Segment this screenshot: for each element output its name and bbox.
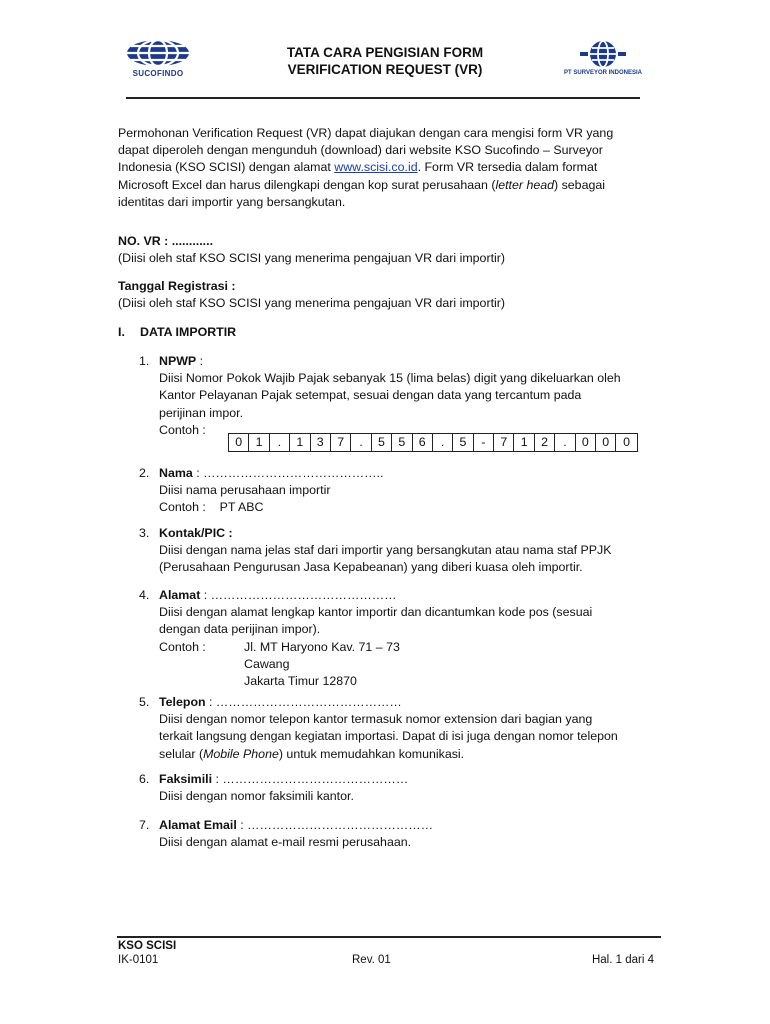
alamat-label: Alamat: [159, 588, 201, 602]
page-title: [250, 44, 520, 78]
section-heading: [118, 324, 236, 341]
nama-contoh: Contoh : PT ABC: [159, 500, 264, 515]
npwp-digit-cell: 3: [311, 434, 331, 451]
npwp-digit-cell: 1: [290, 434, 310, 451]
section-roman: I.: [118, 325, 125, 339]
item-number: 3.: [139, 526, 150, 540]
footer-code: IK-0101: [118, 954, 159, 966]
nama-desc: Diisi nama perusahaan importir: [159, 483, 331, 498]
item-number: 2.: [139, 466, 150, 480]
npwp-digit-cell: .: [433, 434, 453, 451]
intro-line-4-text: Microsoft Excel dan harus dilengkapi dengan kop surat perusahaan (: [118, 177, 496, 192]
npwp-digit-cell: 2: [535, 434, 555, 451]
alamat-example-line-2: Cawang: [244, 656, 290, 671]
telepon-desc-1: Diisi dengan nomor telepon kantor termasuk nomor extension dari bagian yang: [159, 712, 593, 727]
item-kontak: [139, 525, 652, 577]
npwp-label: NPWP: [159, 354, 197, 368]
item-email: [139, 817, 652, 851]
nama-suffix: : ……………………………………..: [192, 466, 384, 480]
letter-head-emphasis: letter head: [495, 177, 555, 192]
kontak-desc-2: (Perusahaan Pengurusan Jasa Kepabeanan) yang diberi kuasa oleh importir.: [159, 560, 583, 575]
globe-logo-icon: [122, 38, 194, 68]
item-faksimili: [139, 771, 652, 805]
email-desc: Diisi dengan alamat e-mail resmi perusahaan.: [159, 835, 412, 850]
telepon-desc-2: terkait langsung dengan kegiatan importasi. Dapat di isi juga dengan nomor telepon: [159, 729, 618, 744]
alamat-example-line-3: Jakarta Timur 12870: [244, 674, 357, 689]
alamat-example-line-1: Jl. MT Haryono Kav. 71 – 73: [244, 639, 400, 654]
tanggal-label: Tanggal Registrasi :: [118, 279, 236, 293]
intro-line-4: [118, 177, 652, 194]
footer-org: KSO SCISI: [118, 940, 177, 952]
npwp-digit-cell: 1: [249, 434, 269, 451]
tanggal-desc: (Diisi oleh staf KSO SCISI yang menerima pengajuan VR dari importir): [118, 296, 506, 311]
nama-label: Nama: [159, 466, 193, 480]
scisi-website-link[interactable]: www.scisi.co.id: [334, 160, 418, 175]
mobile-phone-emphasis: Mobile Phone: [203, 746, 279, 761]
tanggal-block: [118, 278, 652, 312]
intro-line-5: identitas dari importir yang bersangkutan.: [118, 194, 346, 209]
npwp-digit-cell: -: [474, 434, 494, 451]
npwp-suffix: :: [196, 354, 204, 368]
npwp-contoh: Contoh :: [159, 422, 206, 437]
alamat-contoh: Contoh :: [159, 639, 206, 654]
npwp-digit-cell: 5: [453, 434, 473, 451]
item-number: 4.: [139, 588, 150, 602]
footer-divider: [117, 936, 661, 938]
npwp-digit-cell: 0: [229, 434, 249, 451]
footer-revision: Rev. 01: [352, 954, 391, 966]
footer-page-number: Hal. 1 dari 4: [591, 954, 654, 966]
email-suffix: : ………………………………………: [236, 818, 434, 832]
alamat-desc-2: dengan data perijinan impor).: [159, 622, 321, 637]
npwp-digit-cell: 7: [494, 434, 514, 451]
alamat-suffix: : ………………………………………: [200, 588, 397, 602]
item-alamat: [139, 587, 652, 690]
npwp-digit-boxes: [228, 433, 638, 452]
sucofindo-logo-text: SUCOFINDO: [132, 69, 184, 78]
surveyor-indonesia-logo: [560, 40, 646, 80]
npwp-digit-cell: 6: [413, 434, 433, 451]
intro-paragraph: [118, 125, 652, 211]
telepon-desc-3-tail: ) untuk memudahkan komunikasi.: [278, 746, 465, 761]
faksimili-desc: Diisi dengan nomor faksimili kantor.: [159, 789, 354, 804]
item-number: 6.: [139, 772, 150, 786]
npwp-digit-cell: 5: [372, 434, 392, 451]
item-telepon: [139, 694, 652, 763]
item-nama: [139, 465, 652, 517]
npwp-digit-cell: 0: [576, 434, 596, 451]
npwp-digit-cell: 7: [331, 434, 351, 451]
npwp-desc-2: Kantor Pelayanan Pajak setempat, sesuai dengan data yang tercantum pada: [159, 388, 582, 403]
npwp-digit-cell: 0: [596, 434, 616, 451]
item-npwp: [139, 353, 652, 439]
telepon-suffix: : ………………………………………: [205, 695, 402, 709]
no-vr-label: NO. VR : ............: [118, 234, 214, 248]
kontak-desc-1: Diisi dengan nama jelas staf dari importir yang bersangkutan atau nama staf PPJK: [159, 543, 612, 558]
sucofindo-logo: [122, 38, 194, 80]
header-divider: [126, 97, 640, 99]
intro-line-3-text: Indonesia (KSO SCISI) dengan alamat: [118, 160, 335, 175]
section-title: DATA IMPORTIR: [140, 325, 237, 339]
title-line-1: TATA CARA PENGISIAN FORM: [286, 45, 484, 60]
faksimili-label: Faksimili: [159, 772, 213, 786]
npwp-digit-cell: 5: [392, 434, 412, 451]
npwp-desc-1: Diisi Nomor Pokok Wajib Pajak sebanyak 15 (lima belas) digit yang dikeluarkan oleh: [159, 371, 621, 386]
item-number: 1.: [139, 354, 150, 368]
alamat-desc-1: Diisi dengan alamat lengkap kantor importir dan dicantumkan kode pos (sesuai: [159, 605, 593, 620]
npwp-digit-cell: 1: [514, 434, 534, 451]
faksimili-suffix: : ………………………………………: [212, 772, 409, 786]
intro-line-2: dapat diperoleh dengan mengunduh (download) dari website KSO Sucofindo – Surveyor: [118, 143, 603, 158]
si-globe-logo-icon: [560, 40, 646, 68]
kontak-label: Kontak/PIC :: [159, 526, 233, 540]
npwp-digit-cell: .: [270, 434, 290, 451]
intro-line-1: Permohonan Verification Request (VR) dapat diajukan dengan cara mengisi form VR yang: [118, 126, 614, 140]
npwp-desc-3: perijinan impor.: [159, 405, 244, 420]
npwp-digit-cell: .: [555, 434, 575, 451]
telepon-label: Telepon: [159, 695, 206, 709]
email-label: Alamat Email: [159, 818, 237, 832]
telepon-desc-3: [159, 746, 652, 763]
item-number: 7.: [139, 818, 150, 832]
title-line-2: VERIFICATION REQUEST (VR): [287, 62, 483, 77]
telepon-desc-3-text: selular (: [159, 746, 204, 761]
no-vr-block: [118, 233, 652, 267]
npwp-digit-cell: 0: [623, 435, 631, 449]
npwp-digit-cell: .: [351, 434, 371, 451]
item-number: 5.: [139, 695, 150, 709]
intro-line-4-tail: ) sebagai: [554, 177, 606, 192]
intro-line-3: [118, 159, 652, 176]
intro-line-3-tail: . Form VR tersedia dalam format: [417, 160, 598, 175]
no-vr-desc: (Diisi oleh staf KSO SCISI yang menerima pengajuan VR dari importir): [118, 251, 506, 266]
surveyor-logo-text: PT SURVEYOR INDONESIA: [564, 70, 642, 76]
